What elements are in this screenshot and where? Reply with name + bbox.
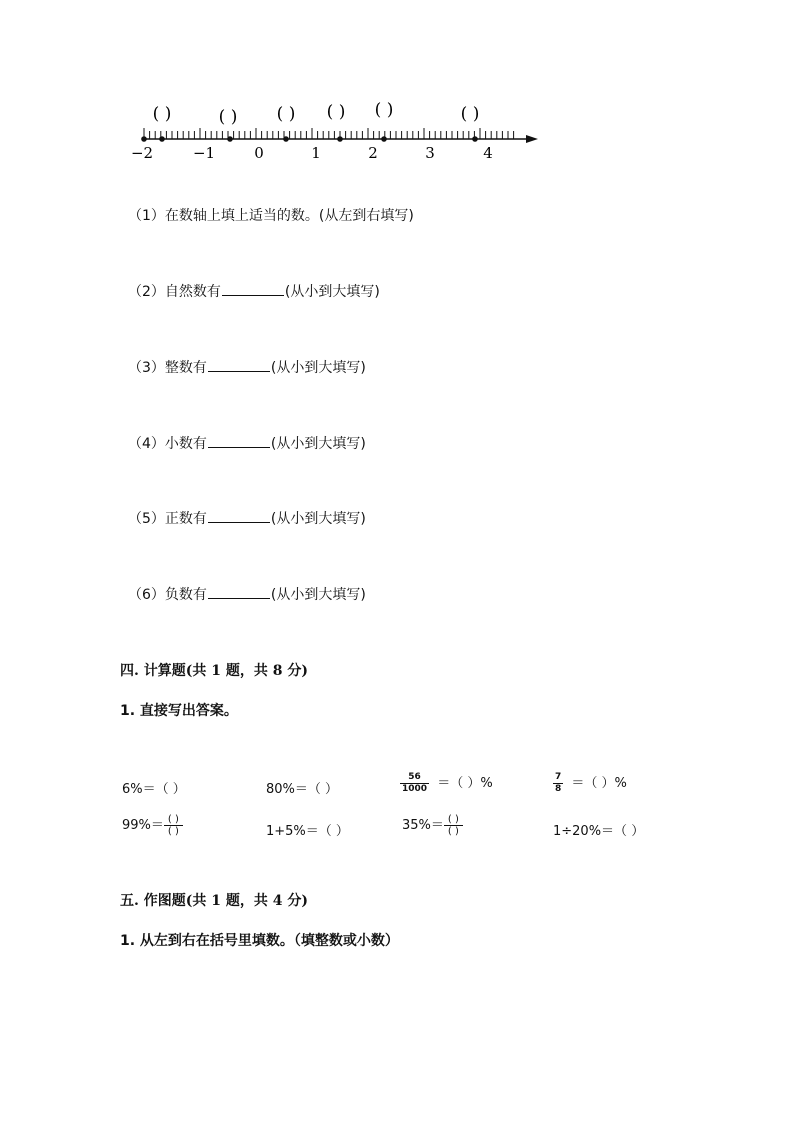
answer-blank[interactable] xyxy=(208,584,270,599)
question-1: （1）在数轴上填上适当的数。(从左到右填写) xyxy=(128,208,414,224)
question-2-suffix: (从小到大填写) xyxy=(284,284,380,300)
number-line-answer-slot[interactable]: ( ) xyxy=(276,104,296,124)
fraction-blank[interactable]: $\frac{( )}{( )}$ xyxy=(164,814,183,837)
number-line-point xyxy=(141,136,147,142)
question-3 xyxy=(128,357,366,377)
number-line-ticks xyxy=(144,128,514,139)
number-line-point xyxy=(472,136,478,142)
fraction-7-8: $\frac{7}{8}$ xyxy=(555,772,562,794)
number-line-point xyxy=(159,136,165,142)
number-line-point xyxy=(381,136,387,142)
question-4 xyxy=(128,433,366,453)
question-2-prefix: （2）自然数有 xyxy=(128,284,221,300)
calc-56-over-1000: $\frac{56}{1000}$ ＝（ ）% xyxy=(402,772,493,794)
fraction-blank[interactable]: $\frac{( )}{( )}$ xyxy=(444,814,463,837)
number-line-arrow xyxy=(526,135,538,143)
calc-80-percent: 80%＝（ ） xyxy=(266,782,339,797)
calc-7-over-8: $\frac{7}{8}$ ＝（ ）% xyxy=(555,772,627,794)
question-5-suffix: (从小到大填写) xyxy=(270,511,366,527)
number-line-label: −1 xyxy=(192,144,216,162)
question-6 xyxy=(128,584,366,604)
question-6-prefix: （6）负数有 xyxy=(128,587,207,603)
calc-1-plus-5-percent: 1+5%＝（ ） xyxy=(266,824,349,839)
number-line-figure xyxy=(120,95,550,170)
question-4-prefix: （4）小数有 xyxy=(128,436,207,452)
section-5-instruction: 1. 从左到右在括号里填数。（填整数或小数） xyxy=(120,933,399,949)
section-5-title: 五. 作图题(共 1 题，共 4 分) xyxy=(120,893,308,909)
calc-35-percent: 35%＝ $\frac{( )}{( )}$ xyxy=(402,814,463,837)
number-line-label: 0 xyxy=(254,144,264,162)
number-line-label: −2 xyxy=(130,144,154,162)
question-3-prefix: （3）整数有 xyxy=(128,360,207,376)
question-2 xyxy=(128,281,380,301)
number-line-answer-slot[interactable]: ( ) xyxy=(460,104,480,124)
question-5 xyxy=(128,508,366,528)
number-line-label: 3 xyxy=(425,144,435,162)
answer-blank[interactable] xyxy=(208,508,270,523)
question-6-suffix: (从小到大填写) xyxy=(270,587,366,603)
fraction-56-1000: $\frac{56}{1000}$ xyxy=(402,772,428,794)
number-line-label: 2 xyxy=(368,144,378,162)
section-4-instruction: 1. 直接写出答案。 xyxy=(120,703,238,719)
question-4-suffix: (从小到大填写) xyxy=(270,436,366,452)
answer-blank[interactable] xyxy=(208,433,270,448)
number-line-answer-slot[interactable]: ( ) xyxy=(218,107,238,127)
question-5-prefix: （5）正数有 xyxy=(128,511,207,527)
number-line-point xyxy=(337,136,343,142)
calc-99-percent: 99%＝ $\frac{( )}{( )}$ xyxy=(122,814,183,837)
number-line-answer-slot[interactable]: ( ) xyxy=(152,104,172,124)
number-line-answer-slot[interactable]: ( ) xyxy=(374,100,394,120)
answer-blank[interactable] xyxy=(208,357,270,372)
calc-6-percent: 6%＝（ ） xyxy=(122,782,186,797)
number-line-label: 4 xyxy=(483,144,493,162)
number-line-point xyxy=(283,136,289,142)
answer-blank[interactable] xyxy=(222,281,284,296)
calc-1-div-20-percent: 1÷20%＝（ ） xyxy=(553,824,645,839)
number-line-label: 1 xyxy=(311,144,321,162)
number-line-point xyxy=(227,136,233,142)
question-3-suffix: (从小到大填写) xyxy=(270,360,366,376)
number-line-answer-slot[interactable]: ( ) xyxy=(326,102,346,122)
section-4-title: 四. 计算题(共 1 题，共 8 分) xyxy=(120,663,308,679)
